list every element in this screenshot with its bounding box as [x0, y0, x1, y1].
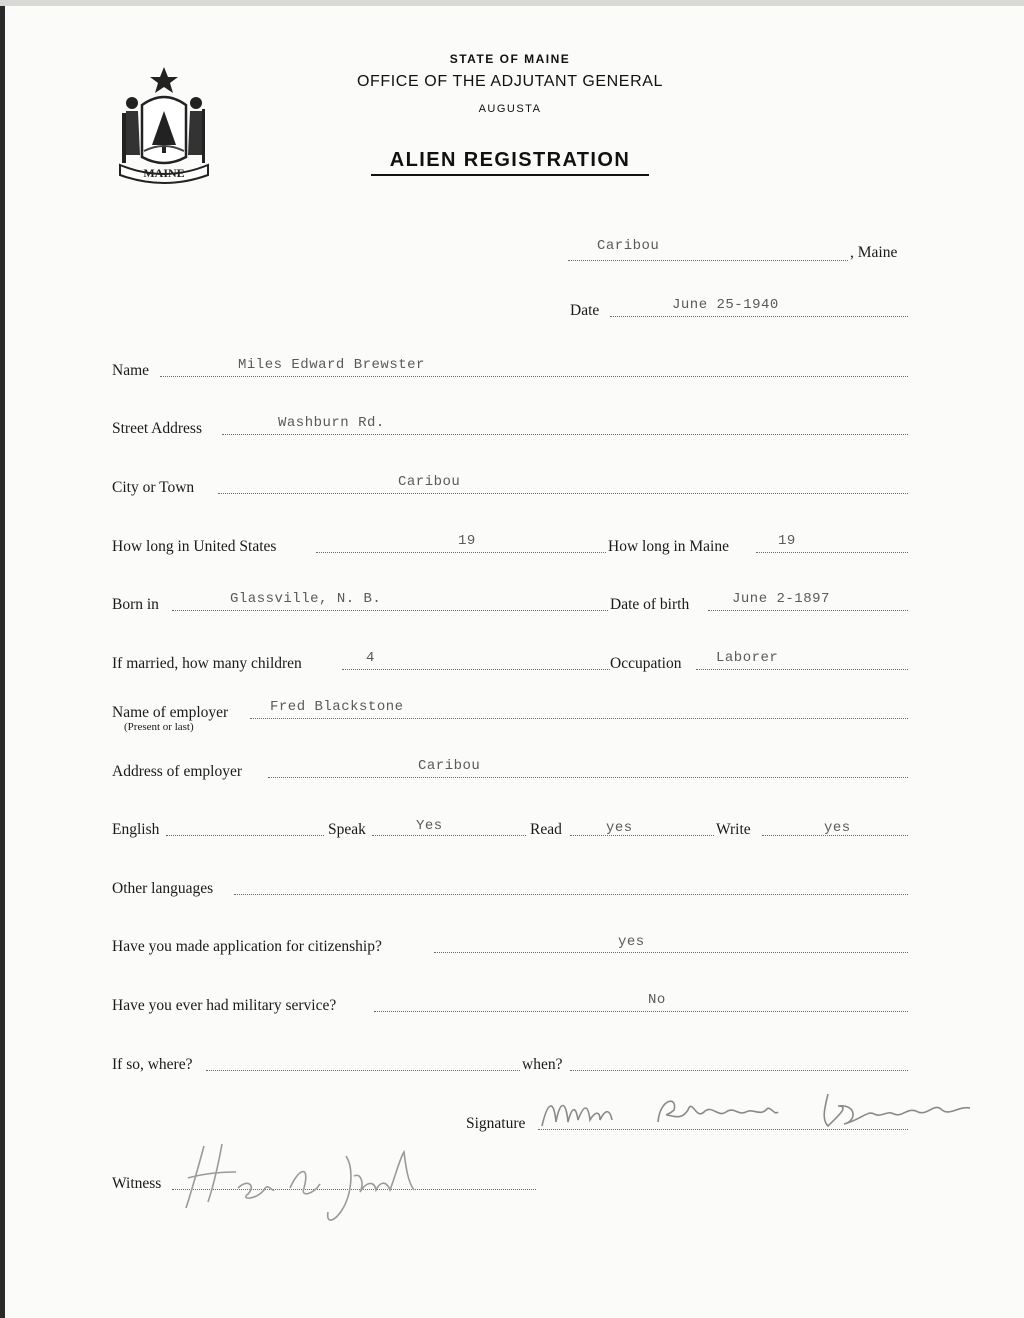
speak-line — [372, 835, 526, 836]
other-languages-label: Other languages — [112, 880, 214, 897]
write-field[interactable]: yes — [824, 820, 851, 836]
witness-label: Witness — [112, 1175, 162, 1192]
name-line — [160, 376, 908, 377]
us-years-line — [316, 552, 606, 553]
date-line — [610, 316, 908, 317]
occupation-label: Occupation — [610, 655, 682, 672]
employer-address-label: Address of employer — [112, 763, 242, 780]
street-field[interactable]: Washburn Rd. — [278, 415, 385, 431]
english-line — [166, 835, 324, 836]
maine-years-field[interactable]: 19 — [778, 533, 796, 549]
employer-address-field[interactable]: Caribou — [418, 758, 481, 774]
maine-years-label: How long in Maine — [608, 538, 729, 555]
children-line — [342, 669, 610, 670]
dob-field[interactable]: June 2-1897 — [732, 591, 830, 607]
speak-field[interactable]: Yes — [416, 818, 443, 834]
scan-edge-top — [0, 0, 1024, 6]
maine-years-line — [756, 552, 908, 553]
children-label: If married, how many children — [112, 655, 302, 672]
where-line — [206, 1070, 520, 1071]
us-years-field[interactable]: 19 — [458, 533, 476, 549]
citizenship-label: Have you made application for citizenship? — [112, 938, 382, 955]
speak-label: Speak — [328, 821, 366, 838]
state-heading: STATE OF MAINE — [449, 52, 571, 66]
born-line — [172, 610, 608, 611]
born-label: Born in — [112, 596, 159, 613]
employer-address-line — [268, 777, 908, 778]
town-line — [568, 260, 848, 261]
form-title: ALIEN REGISTRATION — [389, 149, 631, 171]
name-field[interactable]: Miles Edward Brewster — [238, 357, 425, 373]
witness-handwriting[interactable] — [178, 1138, 468, 1230]
write-label: Write — [716, 821, 751, 838]
dob-label: Date of birth — [610, 596, 690, 613]
citizenship-field[interactable]: yes — [618, 934, 645, 950]
title-underline — [371, 174, 649, 176]
town-suffix: , Maine — [850, 244, 898, 261]
city-heading: AUGUSTA — [478, 103, 542, 115]
military-label: Have you ever had military service? — [112, 997, 337, 1014]
read-label: Read — [530, 821, 562, 838]
occupation-field[interactable]: Laborer — [716, 650, 779, 666]
street-line — [222, 434, 908, 435]
office-heading: OFFICE OF THE ADJUTANT GENERAL — [356, 73, 664, 90]
signature-label: Signature — [466, 1115, 526, 1132]
town-field[interactable]: Caribou — [597, 238, 660, 254]
read-field[interactable]: yes — [606, 820, 633, 836]
dob-line — [708, 610, 908, 611]
street-label: Street Address — [112, 420, 202, 437]
military-field[interactable]: No — [648, 992, 666, 1008]
other-languages-line — [234, 894, 908, 895]
read-line — [570, 835, 714, 836]
when-label: when? — [522, 1056, 563, 1073]
employer-field[interactable]: Fred Blackstone — [270, 699, 404, 715]
city-line — [218, 493, 908, 494]
where-label: If so, where? — [112, 1056, 193, 1073]
children-field[interactable]: 4 — [366, 650, 375, 666]
scan-edge-left — [0, 0, 5, 1318]
employer-sublabel: (Present or last) — [124, 721, 194, 733]
english-label: English — [112, 821, 160, 838]
us-years-label: How long in United States — [112, 538, 277, 555]
city-field[interactable]: Caribou — [398, 474, 461, 490]
seal-text: MAINE — [143, 166, 185, 180]
military-line — [374, 1011, 908, 1012]
when-line — [570, 1070, 908, 1071]
employer-label: Name of employer — [112, 704, 229, 721]
citizenship-line — [434, 952, 908, 953]
date-label: Date — [570, 302, 600, 319]
employer-line — [250, 718, 908, 719]
city-label: City or Town — [112, 479, 195, 496]
occupation-line — [696, 669, 908, 670]
signature-handwriting[interactable] — [538, 1086, 984, 1138]
name-label: Name — [112, 362, 150, 379]
born-field[interactable]: Glassville, N. B. — [230, 591, 382, 607]
date-field[interactable]: June 25-1940 — [672, 297, 779, 313]
